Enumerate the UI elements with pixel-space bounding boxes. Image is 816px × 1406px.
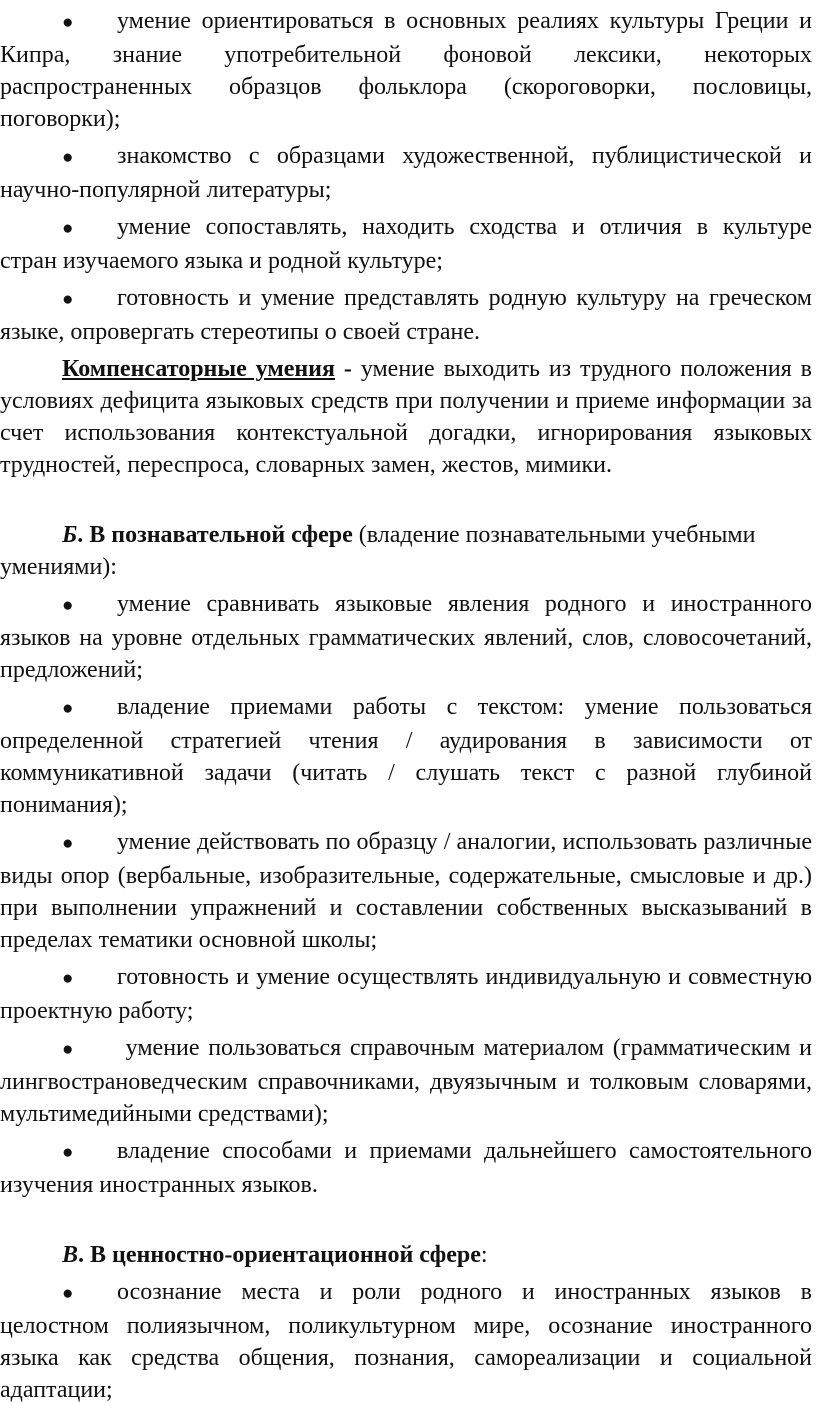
- bullet-icon: ●: [62, 968, 74, 989]
- compensatory-text: умение выходить из трудного положения в условиях дефицита языковых средств при получении и приеме информации за счет использования контекстуальной догадки, игнорирования языковых трудностей, переспроса, словарных замен, жестов, мимики.: [0, 356, 812, 478]
- section-c-heading: В. В ценностно-ориентационной сфере:: [62, 1242, 488, 1268]
- cognitive-skills-list: [0, 588, 812, 1201]
- spacer: [0, 1201, 812, 1233]
- list-item: ● умение сопоставлять, находить сходства и отличия в культуре стран изучаемого языка и родной культуре;: [0, 214, 812, 274]
- list-item: ● умение действовать по образцу / аналогии, использовать различные виды опор (вербальные, изобразительные, содержательные, смысловые и др.) при выполнении упражнений и составлении собственных высказываний в пределах тематики основной школы;: [0, 829, 812, 953]
- bullet-icon: ●: [62, 218, 74, 239]
- list-item: ● готовность и умение осуществлять индивидуальную и совместную проектную работу;: [0, 964, 812, 1024]
- bullet-icon: ●: [62, 595, 74, 616]
- bullet-icon: ●: [62, 147, 74, 168]
- list-item: ● знакомство с образцами художественной, публицистической и научно-популярной литературы;: [0, 143, 812, 203]
- compensatory-term: Компенсаторные умения: [62, 356, 335, 382]
- list-item: ● владение приемами работы с текстом: умение пользоваться определенной стратегией чтения / аудирования в зависимости от коммуникативной задачи (читать / слушать текст с разной глубиной понимания);: [0, 694, 812, 818]
- bullet-icon: ●: [62, 833, 74, 854]
- term-dash: -: [335, 356, 361, 382]
- section-b-heading: Б. В познавательной сфере (владение познавательными учебными умениями):: [0, 522, 756, 580]
- bullet-icon: ●: [62, 698, 74, 719]
- bullet-icon: ●: [62, 1142, 74, 1163]
- section-title: В познавательной сфере: [89, 522, 353, 548]
- bullet-icon: ●: [62, 289, 74, 310]
- list-item: ● умение пользоваться справочным материалом (грамматическим и лингвострановедческим справочниками, двуязычным и толковым словарями, мультимедийными средствами);: [0, 1035, 812, 1127]
- list-item: ● готовность и умение представлять родную культуру на греческом языке, опровергать стереотипы о своей стране.: [0, 285, 812, 345]
- section-letter: В: [62, 1242, 79, 1268]
- value-orientation-list: [0, 1276, 812, 1406]
- bullet-icon: ●: [62, 1283, 74, 1304]
- list-item: ● умение сравнивать языковые явления родного и иностранного языков на уровне отдельных грамматических явлений, слов, словосочетаний, предложений;: [0, 591, 812, 683]
- section-title: В ценностно-ориентационной сфере: [90, 1242, 481, 1268]
- list-item: ● умение ориентироваться в основных реалиях культуры Греции и Кипра, знание употребительной фоновой лексики, некоторых распространенных образцов фольклора (скороговорки, пословицы, поговорки);: [0, 8, 812, 132]
- section-note: (владение познавательными учебными умениями):: [0, 522, 756, 580]
- list-item: ● владение способами и приемами дальнейшего самостоятельного изучения иностранных языков.: [0, 1138, 812, 1198]
- list-item: ● осознание места и роли родного и иностранных языков в целостном полиязычном, поликультурном мире, осознание иностранного языка как средства общения, познания, самореализации и социальной адаптации;: [0, 1279, 812, 1403]
- bullet-icon: ●: [62, 1039, 74, 1060]
- spacer: [0, 481, 812, 513]
- compensatory-skills-paragraph: [0, 353, 812, 481]
- bullet-icon: ●: [62, 12, 74, 33]
- culture-skills-list: [0, 5, 812, 348]
- section-letter: Б: [62, 522, 78, 548]
- document-page: [0, 5, 816, 1403]
